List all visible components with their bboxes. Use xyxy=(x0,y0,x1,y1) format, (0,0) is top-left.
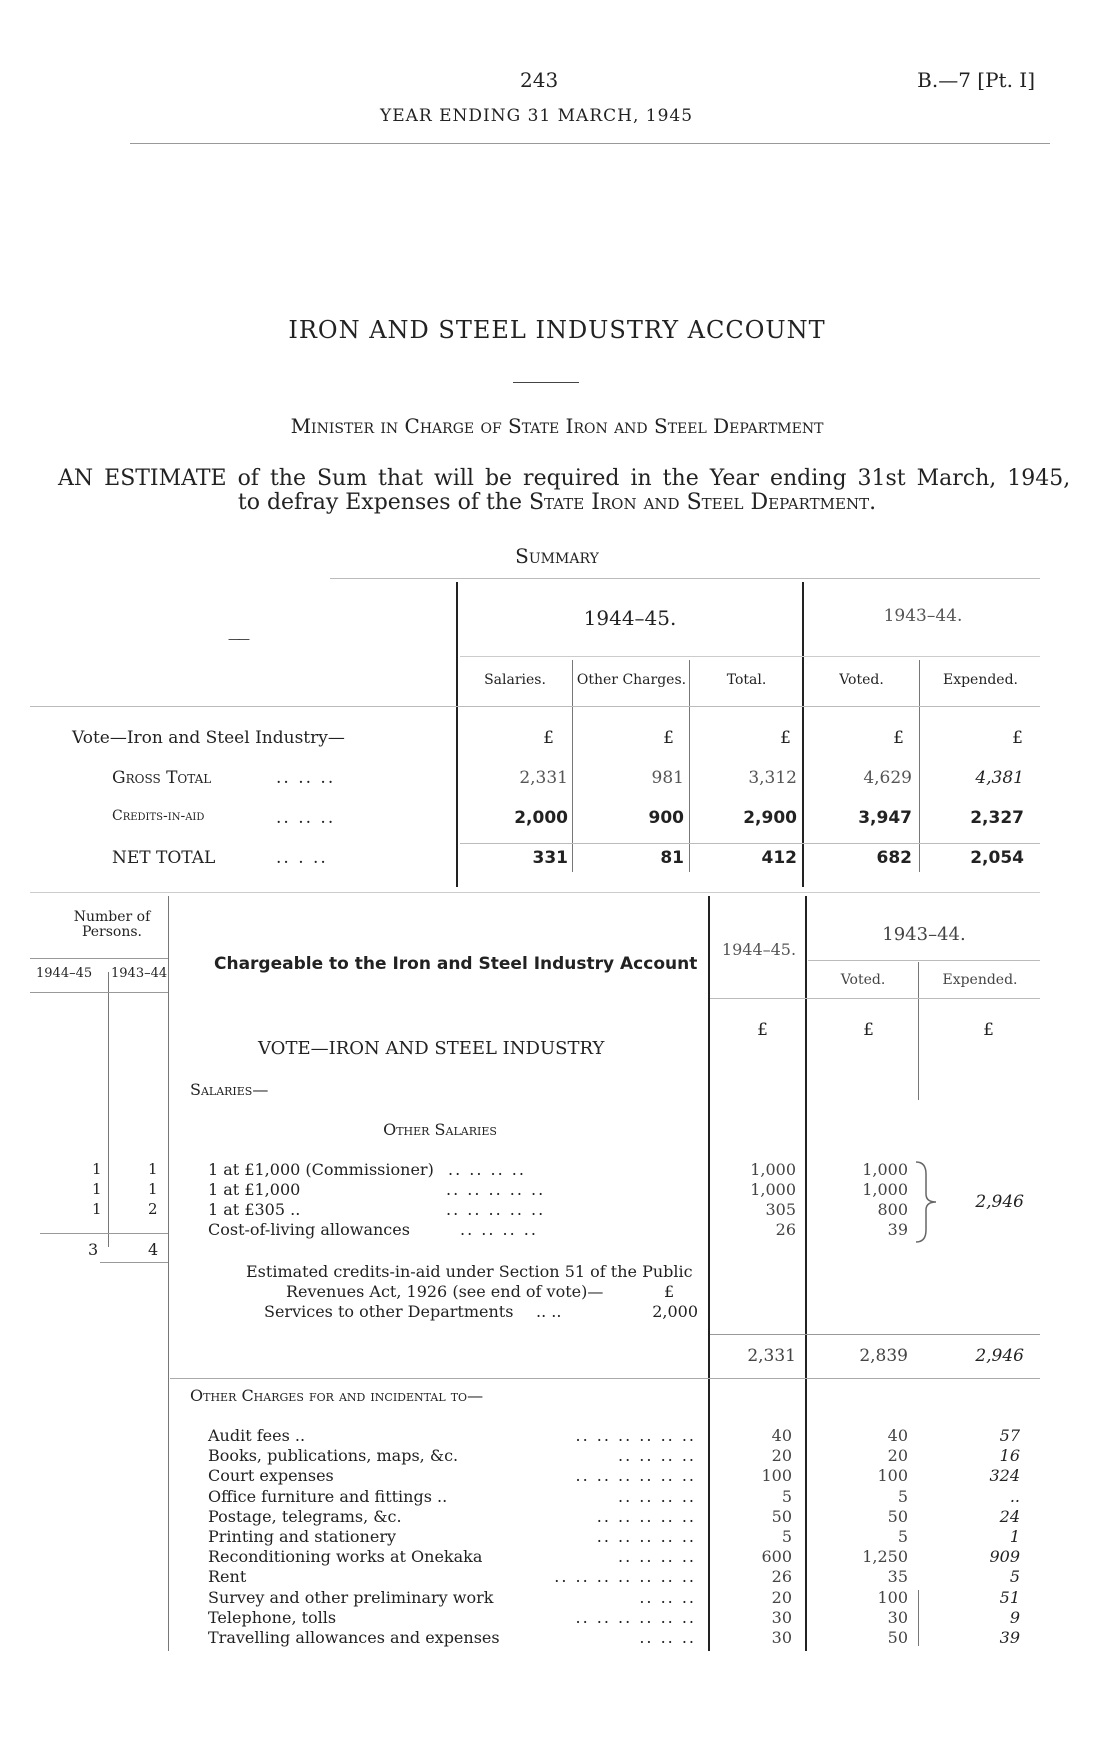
summary-cell: 3,312 xyxy=(748,768,797,788)
charge-expended: 5 xyxy=(1009,1567,1020,1586)
persons-1943: 1 xyxy=(148,1180,158,1198)
summary-cell: 3,947 xyxy=(858,808,912,828)
persons-bottom-rule xyxy=(100,1262,168,1263)
summary-col-voted: Voted. xyxy=(839,672,884,688)
salaries-total-bottom-rule xyxy=(170,1378,1040,1379)
detail-header-rule xyxy=(710,998,1040,999)
charge-label: Court expenses xyxy=(208,1466,334,1485)
salaries-total-voted: 2,839 xyxy=(859,1346,908,1366)
estimate-line-1: AN ESTIMATE of the Sum that will be required in the Year ending 31st March, 1945, xyxy=(58,466,1071,491)
persons-1943: 2 xyxy=(148,1200,158,1218)
persons-total-1944: 3 xyxy=(88,1240,99,1259)
summary-cell: 412 xyxy=(761,848,797,868)
detail-divider-year xyxy=(708,896,710,1651)
detail-divider-expended-lower xyxy=(918,1590,919,1646)
summary-col-divider-3 xyxy=(919,660,920,872)
summary-row-label: NET TOTAL xyxy=(112,848,216,868)
summary-header-bottom-rule xyxy=(30,706,1040,707)
salary-voted: 800 xyxy=(877,1200,908,1219)
detail-year-subrule xyxy=(808,960,1040,961)
persons-total-rule xyxy=(40,1233,168,1234)
detail-persons-subrule xyxy=(30,958,168,959)
salary-label: Cost-of-living allowances xyxy=(208,1220,410,1239)
other-charges-label: Other Charges for and incidental to— xyxy=(190,1386,484,1405)
detail-currency-1944: £ xyxy=(757,1020,768,1040)
summary-currency-salaries: £ xyxy=(543,728,554,748)
salary-dots: .. .. .. .. xyxy=(448,1160,526,1179)
detail-currency-expended: £ xyxy=(983,1020,994,1040)
charge-label: Printing and stationery xyxy=(208,1527,397,1546)
salary-dots: .. .. .. .. xyxy=(460,1220,538,1239)
charge-label: Books, publications, maps, &c. xyxy=(208,1446,459,1465)
vote-title: VOTE—IRON AND STEEL INDUSTRY xyxy=(258,1038,605,1059)
summary-cell: 2,054 xyxy=(970,848,1024,868)
charge-expended: 909 xyxy=(989,1547,1020,1566)
persons-col-1944: 1944–45 xyxy=(36,966,93,981)
summary-top-rule xyxy=(330,578,1040,579)
persons-header: Number of Persons. xyxy=(73,909,151,940)
charge-dots: .. .. .. xyxy=(639,1588,696,1607)
salary-label: 1 at £1,000 xyxy=(208,1180,301,1199)
charge-1944: 40 xyxy=(771,1426,792,1445)
summary-cell: 4,381 xyxy=(975,768,1024,788)
charge-expended: 1 xyxy=(1009,1527,1020,1546)
credits-note-currency: £ xyxy=(664,1282,675,1301)
salaries-total-expended: 2,946 xyxy=(975,1346,1024,1366)
summary-subheader-rule xyxy=(460,656,1040,657)
charge-dots: .. .. .. .. xyxy=(618,1547,696,1566)
page-number: 243 xyxy=(520,68,559,92)
salary-dots: .. .. .. .. .. xyxy=(446,1180,546,1199)
credits-note-1: Estimated credits-in-aid under Section 51 of the Public xyxy=(246,1262,693,1281)
summary-currency-voted: £ xyxy=(893,728,904,748)
detail-persons-divider xyxy=(108,972,109,1247)
salary-1944: 26 xyxy=(775,1220,796,1239)
credits-amount: 2,000 xyxy=(652,1302,698,1321)
charge-dots: .. .. .. .. .. .. .. xyxy=(554,1567,696,1586)
charge-voted: 100 xyxy=(877,1466,908,1485)
detail-persons-bottom-rule xyxy=(30,992,168,993)
charge-label: Reconditioning works at Onekaka xyxy=(208,1547,483,1566)
charge-1944: 5 xyxy=(781,1527,792,1546)
summary-row-label: Credits-in-aid xyxy=(112,808,205,824)
charge-dots: .. .. .. .. xyxy=(618,1487,696,1506)
detail-year-1943: 1943–44. xyxy=(882,924,966,945)
summary-cell: 900 xyxy=(648,808,684,828)
charge-voted: 100 xyxy=(877,1588,908,1607)
charge-voted: 50 xyxy=(887,1628,908,1647)
summary-col-other-charges: Other Charges. xyxy=(576,672,687,688)
summary-currency-total: £ xyxy=(780,728,791,748)
charge-1944: 50 xyxy=(771,1507,792,1526)
summary-dash: —— xyxy=(228,632,248,646)
charge-1944: 5 xyxy=(781,1487,792,1506)
charge-expended: .. xyxy=(1009,1487,1020,1506)
summary-col-expended: Expended. xyxy=(942,672,1019,688)
summary-cell: 682 xyxy=(876,848,912,868)
chargeable-heading: Chargeable to the Iron and Steel Industry Account xyxy=(214,954,698,974)
detail-col-expended: Expended. xyxy=(942,972,1018,988)
charge-label: Audit fees .. xyxy=(208,1426,306,1445)
charge-label: Telephone, tolls xyxy=(208,1608,337,1627)
detail-persons-right xyxy=(168,896,169,1651)
estimate-line-2 xyxy=(0,490,1114,515)
charge-voted: 40 xyxy=(887,1426,908,1445)
account-title: IRON AND STEEL INDUSTRY ACCOUNT xyxy=(288,316,826,344)
charge-1944: 30 xyxy=(771,1628,792,1647)
persons-1944: 1 xyxy=(92,1160,102,1178)
charge-expended: 324 xyxy=(989,1466,1020,1485)
charge-label: Rent xyxy=(208,1567,247,1586)
credits-note-2: Revenues Act, 1926 (see end of vote)— xyxy=(286,1282,604,1301)
charge-expended: 24 xyxy=(999,1507,1020,1526)
charge-dots: .. .. .. .. .. .. xyxy=(575,1426,696,1445)
charge-1944: 30 xyxy=(771,1608,792,1627)
salary-voted: 1,000 xyxy=(862,1160,908,1179)
summary-currency-other: £ xyxy=(663,728,674,748)
charge-expended: 9 xyxy=(1009,1608,1020,1627)
minister-line: Minister in Charge of State Iron and Steel Department xyxy=(290,414,824,438)
summary-col-divider-2 xyxy=(689,660,690,872)
summary-row-dots: .. . .. xyxy=(276,848,328,868)
salary-1944: 1,000 xyxy=(750,1160,796,1179)
charge-voted: 30 xyxy=(887,1608,908,1627)
salaries-label: Salaries— xyxy=(190,1080,269,1099)
salary-voted: 1,000 xyxy=(862,1180,908,1199)
charge-voted: 1,250 xyxy=(862,1547,908,1566)
summary-currency-expended: £ xyxy=(1012,728,1023,748)
header-rule xyxy=(130,143,1050,144)
salary-1944: 305 xyxy=(765,1200,796,1219)
charge-dots: .. .. .. .. .. xyxy=(596,1507,696,1526)
persons-total-1943: 4 xyxy=(148,1240,159,1259)
summary-cell: 2,331 xyxy=(519,768,568,788)
charge-1944: 26 xyxy=(771,1567,792,1586)
charge-label: Survey and other preliminary work xyxy=(208,1588,494,1607)
salary-dots: .. .. .. .. .. xyxy=(446,1200,546,1219)
other-salaries-heading: Other Salaries xyxy=(383,1120,497,1139)
charge-dots: .. .. .. .. .. xyxy=(596,1527,696,1546)
summary-cell: 981 xyxy=(651,768,684,788)
charge-dots: .. .. .. .. .. .. xyxy=(575,1466,696,1485)
charge-1944: 20 xyxy=(771,1588,792,1607)
charge-dots: .. .. .. .. xyxy=(618,1446,696,1465)
charge-label: Postage, telegrams, &c. xyxy=(208,1507,402,1526)
salaries-total-rule xyxy=(710,1334,1040,1335)
charge-voted: 5 xyxy=(897,1527,908,1546)
summary-net-rule xyxy=(460,843,1040,844)
credits-service-dots: .. .. xyxy=(536,1302,562,1321)
charge-label: Travelling allowances and expenses xyxy=(208,1628,500,1647)
brace-icon xyxy=(912,1160,942,1244)
charge-label: Office furniture and fittings .. xyxy=(208,1487,448,1506)
summary-row-label: Gross Total xyxy=(112,768,212,788)
charge-1944: 20 xyxy=(771,1446,792,1465)
summary-row-dots: .. .. .. xyxy=(276,808,336,828)
charge-1944: 600 xyxy=(761,1547,792,1566)
summary-heading: Summary xyxy=(515,544,599,568)
charge-expended: 39 xyxy=(999,1628,1020,1647)
persons-1944: 1 xyxy=(92,1180,102,1198)
charge-voted: 50 xyxy=(887,1507,908,1526)
salaries-total-1944: 2,331 xyxy=(747,1346,796,1366)
charge-1944: 100 xyxy=(761,1466,792,1485)
summary-year-1944: 1944–45. xyxy=(583,606,677,630)
detail-divider-expended xyxy=(918,962,919,1100)
charge-voted: 20 xyxy=(887,1446,908,1465)
persons-1944: 1 xyxy=(92,1200,102,1218)
page-subtitle: YEAR ENDING 31 MARCH, 1945 xyxy=(380,106,694,126)
persons-1943: 1 xyxy=(148,1160,158,1178)
charge-expended: 57 xyxy=(999,1426,1020,1445)
salary-1944: 1,000 xyxy=(750,1180,796,1199)
charge-expended: 51 xyxy=(999,1588,1020,1607)
charge-dots: .. .. .. .. .. .. xyxy=(575,1608,696,1627)
summary-vote-label: Vote—Iron and Steel Industry— xyxy=(72,728,345,748)
charge-dots: .. .. .. xyxy=(639,1628,696,1647)
salary-label: 1 at £305 .. xyxy=(208,1200,301,1219)
document-reference: B.—7 [Pt. I] xyxy=(917,68,1035,92)
summary-cell: 81 xyxy=(660,848,684,868)
summary-col-salaries: Salaries. xyxy=(484,672,546,688)
detail-year-1944: 1944–45. xyxy=(721,940,797,959)
summary-row-dots: .. .. .. xyxy=(276,768,336,788)
title-rule xyxy=(513,382,579,383)
estimate-line-2-prefix: to defray Expenses of the xyxy=(237,490,529,515)
summary-cell: 2,000 xyxy=(514,808,568,828)
salary-label: 1 at £1,000 (Commissioner) xyxy=(208,1160,434,1179)
estimate-line-2-department: State Iron and Steel Department. xyxy=(528,490,877,515)
detail-col-voted: Voted. xyxy=(840,972,886,988)
summary-col-divider-1 xyxy=(572,660,573,872)
persons-col-1943: 1943–44 xyxy=(111,966,168,981)
credits-service: Services to other Departments xyxy=(264,1302,514,1321)
salary-voted: 39 xyxy=(887,1220,908,1239)
summary-year-1943: 1943–44. xyxy=(883,606,963,626)
charge-expended: 16 xyxy=(999,1446,1020,1465)
summary-cell: 2,327 xyxy=(970,808,1024,828)
summary-col-total: Total. xyxy=(726,672,767,688)
salaries-expended-bracket: 2,946 xyxy=(975,1192,1024,1212)
summary-cell: 4,629 xyxy=(863,768,912,788)
detail-top-rule xyxy=(30,892,1040,893)
detail-divider-voted xyxy=(805,896,807,1651)
summary-cell: 331 xyxy=(532,848,568,868)
detail-currency-voted: £ xyxy=(863,1020,874,1040)
summary-cell: 2,900 xyxy=(743,808,797,828)
charge-voted: 5 xyxy=(897,1487,908,1506)
charge-voted: 35 xyxy=(887,1567,908,1586)
